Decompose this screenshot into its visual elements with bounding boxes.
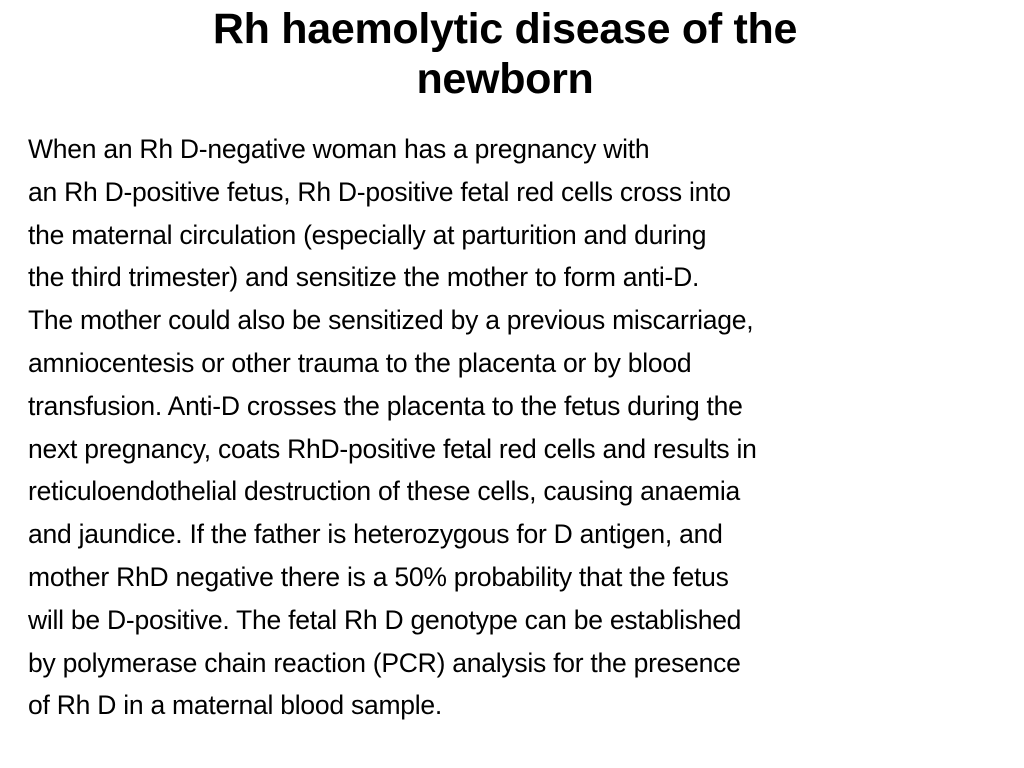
slide-title-line: newborn	[416, 55, 594, 103]
body-line: an Rh D-positive fetus, Rh D-positive fetal red cells cross into	[28, 176, 731, 207]
body-line: next pregnancy, coats RhD-positive fetal red cells and results in	[28, 433, 757, 464]
body-line: and jaundice. If the father is heterozygous for D antigen, and	[28, 519, 723, 550]
body-line: the maternal circulation (especially at parturition and during	[28, 219, 707, 250]
slide-title	[100, 4, 910, 104]
body-line: amniocentesis or other trauma to the placenta or by blood	[28, 347, 692, 378]
body-line: transfusion. Anti-D crosses the placenta to the fetus during the	[28, 390, 743, 421]
body-line: the third trimester) and sensitize the mother to form anti-D.	[28, 262, 700, 293]
body-line: The mother could also be sensitized by a previous miscarriage,	[28, 305, 754, 336]
body-line: When an Rh D-negative woman has a pregnancy with	[28, 134, 650, 164]
slide-body-text	[28, 128, 998, 727]
body-line: mother RhD negative there is a 50% probability that the fetus	[28, 561, 729, 592]
slide-title-line: Rh haemolytic disease of the	[212, 5, 798, 53]
body-line: by polymerase chain reaction (PCR) analysis for the presence	[28, 647, 741, 678]
body-line: will be D-positive. The fetal Rh D genotype can be established	[28, 604, 742, 635]
body-line: reticuloendothelial destruction of these cells, causing anaemia	[28, 476, 740, 507]
body-line: of Rh D in a maternal blood sample.	[28, 690, 442, 721]
